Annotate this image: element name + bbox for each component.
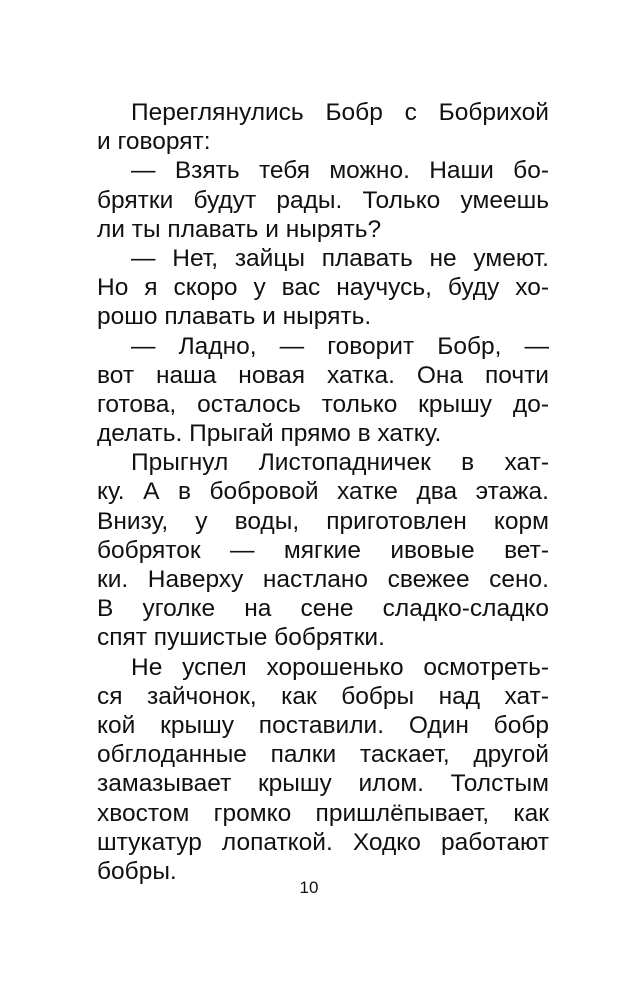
text-line: делать. Прыгай прямо в хатку. — [97, 420, 442, 448]
text-line: обглоданные палки таскает, другой — [97, 741, 549, 769]
text-line: Внизу, у воды, приготовлен корм — [97, 507, 549, 535]
text-line: хвостом громко пришлёпывает, как — [97, 799, 549, 827]
text-line: Прыгнул Листопадничек в хат- — [131, 449, 549, 477]
text-line: брятки будут рады. Только умеешь — [97, 186, 549, 214]
text-line: ки. Наверху настлано свежее сено. — [97, 566, 549, 593]
text-line: ся зайчонок, как бобры над хат- — [97, 682, 549, 710]
text-line: вот наша новая хатка. Она почти — [97, 361, 549, 389]
text-line: и говорят: — [97, 128, 211, 156]
text-line: ку. А в бобровой хатке два этажа. — [97, 478, 549, 506]
text-line: замазывает крышу илом. Толстым — [97, 770, 549, 798]
text-line: Не успел хорошенько осмотреть- — [131, 653, 549, 681]
text-line: готова, осталось только крышу до- — [97, 390, 549, 418]
text-line: — Ладно, — говорит Бобр, — — [131, 332, 549, 360]
text-line: В уголке на сене сладко-сладко — [97, 595, 549, 623]
text-line: кой крышу поставили. Один бобр — [97, 711, 549, 739]
body-text — [97, 98, 549, 886]
text-line: спят пушистые бобрятки. — [97, 624, 385, 652]
text-line: рошо плавать и нырять. — [97, 303, 372, 331]
page-number: 10 — [299, 878, 319, 897]
text-line: Переглянулись Бобр с Бобрихой — [131, 99, 549, 126]
text-line: — Взять тебя можно. Наши бо- — [131, 157, 549, 185]
text-line: — Нет, зайцы плавать не умеют. — [131, 244, 549, 272]
text-line: штукатур лопаткой. Ходко работают — [97, 828, 549, 856]
text-line: ли ты плавать и нырять? — [97, 215, 382, 243]
text-line: бобряток — мягкие ивовые вет- — [97, 536, 549, 564]
text-line: бобры. — [97, 857, 177, 885]
text-line: Но я скоро у вас научусь, буду хо- — [97, 274, 549, 302]
